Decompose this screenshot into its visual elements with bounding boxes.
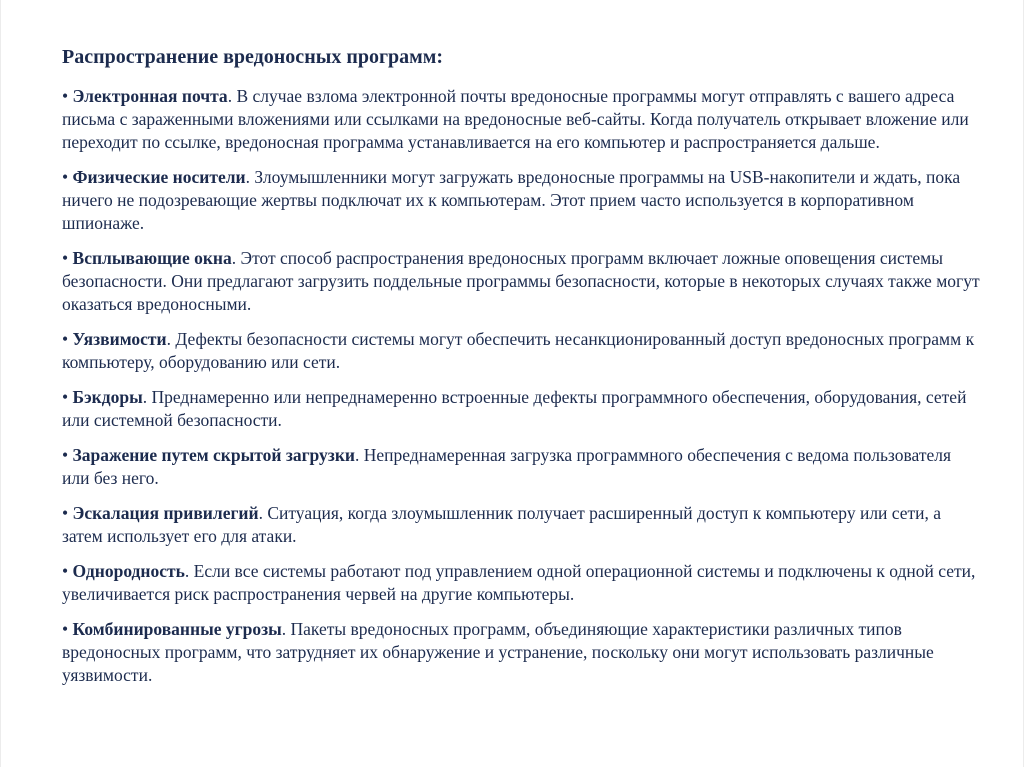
list-item-homogeneity (62, 560, 982, 606)
item-term: Комбинированные угрозы (72, 619, 282, 639)
list-item-drive-by-download (62, 444, 982, 490)
slide-content (62, 44, 982, 699)
item-text: . Ситуация, когда злоумышленник получает расширенный доступ к компьютеру или сети, а затем использует его для атаки. (62, 503, 942, 546)
bullet: • (62, 167, 69, 187)
item-text: . Злоумышленники могут загружать вредоносные программы на USB-накопители и ждать, пока ничего не подозревающие жертвы подключат их к компьютерам. Этот прием часто используется в корпоративном шпионаже. (62, 167, 961, 233)
list-item-backdoors (62, 386, 982, 432)
item-term: Всплывающие окна (72, 248, 232, 268)
bullet: • (62, 329, 69, 349)
item-text: . В случае взлома электронной почты вредоносные программы могут отправлять с вашего адреса письма с зараженными вложениями или ссылками на вредоносные веб-сайты. Когда получатель открывает вложение или переходит по ссылке, вредоносная программа устанавливается на его компьютер и распространяется дальше. (62, 86, 969, 152)
item-text: . Преднамеренно или непреднамеренно встроенные дефекты программного обеспечения, оборудования, сетей или системной безопасности. (62, 387, 967, 430)
bullet: • (62, 387, 69, 407)
item-text: . Если все системы работают под управлением одной операционной системы и подключены к одной сети, увеличивается риск распространения червей на другие компьютеры. (62, 561, 976, 604)
item-term: Уязвимости (72, 329, 167, 349)
item-text: . Непреднамеренная загрузка программного обеспечения с ведома пользователя или без него. (62, 445, 952, 488)
item-term: Эскалация привилегий (72, 503, 259, 523)
item-term: Электронная почта (72, 86, 228, 106)
list-item-email (62, 85, 982, 154)
bullet: • (62, 248, 69, 268)
bullet: • (62, 503, 69, 523)
bullet: • (62, 561, 69, 581)
bullet: • (62, 445, 69, 465)
list-item-physical-media (62, 166, 982, 235)
item-term: Физические носители (72, 167, 246, 187)
list-item-blended-threats (62, 618, 982, 687)
item-text: . Дефекты безопасности системы могут обеспечить несанкционированный доступ вредоносных программ к компьютеру, оборудованию или сети. (62, 329, 975, 372)
item-text: . Этот способ распространения вредоносных программ включает ложные оповещения системы безопасности. Они предлагают загрузить поддельные программы безопасности, которые в некоторых случаях также могут оказаться вредоносными. (62, 248, 980, 314)
item-term: Бэкдоры (72, 387, 143, 407)
list-item-vulnerabilities (62, 328, 982, 374)
slide-title: Распространение вредоносных программ: (62, 46, 444, 68)
list-item-privilege-escalation (62, 502, 982, 548)
item-term: Заражение путем скрытой загрузки (72, 445, 356, 465)
bullet: • (62, 86, 69, 106)
bullet: • (62, 619, 69, 639)
item-term: Однородность (72, 561, 185, 581)
item-text: . Пакеты вредоносных программ, объединяющие характеристики различных типов вредоносных программ, что затрудняет их обнаружение и устранение, поскольку они могут использовать различные уязвимости. (62, 619, 934, 685)
list-item-popups (62, 247, 982, 316)
